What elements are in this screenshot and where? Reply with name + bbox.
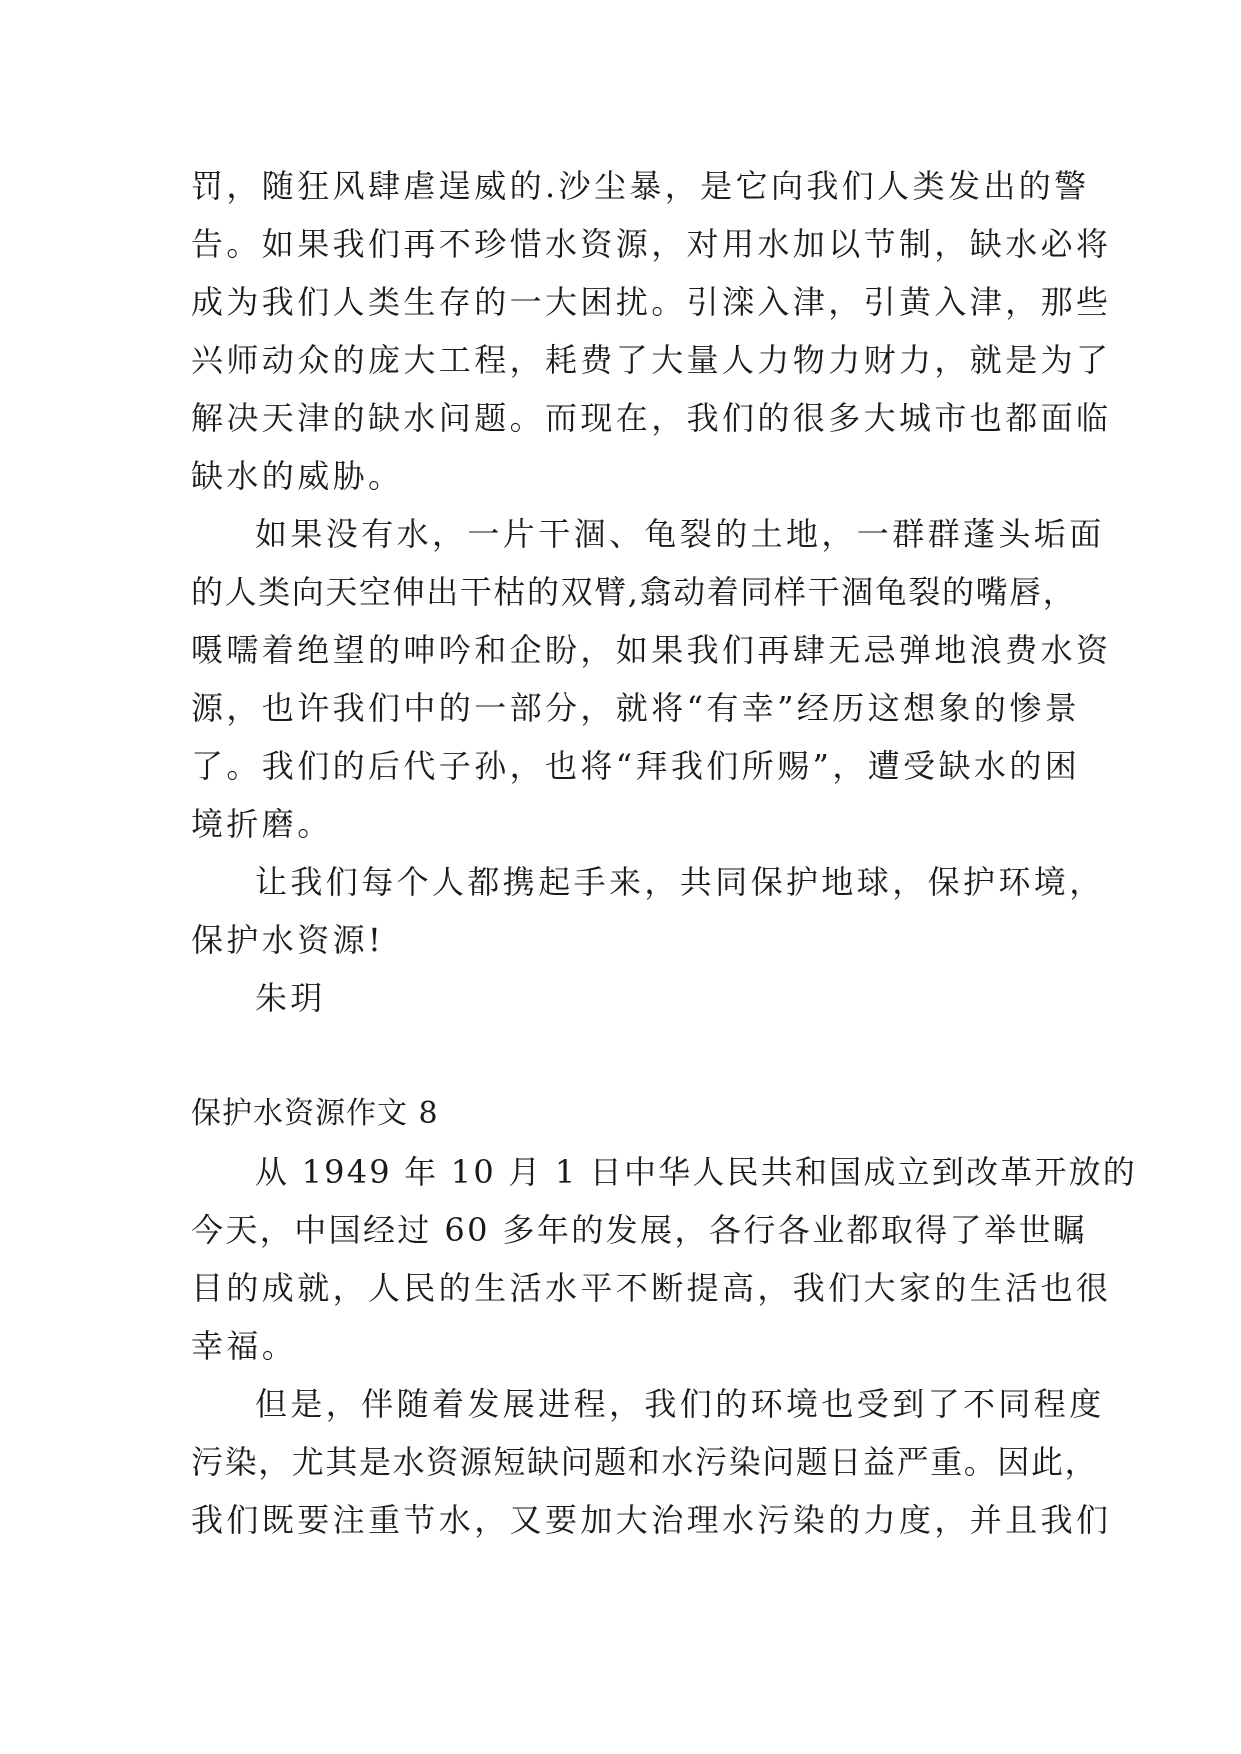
paragraph-line: 今天，中国经过 60 多年的发展，各行各业都取得了举世瞩: [191, 1211, 1088, 1249]
paragraph-line: 成为我们人类生存的一大困扰。引滦入津，引黄入津，那些: [191, 283, 1112, 321]
paragraph-line: 我们既要注重节水，又要加大治理水污染的力度，并且我们: [191, 1501, 1112, 1539]
paragraph-line: 从 1949 年 10 月 1 日中华人民共和国成立到改革开放的: [255, 1153, 1137, 1191]
paragraph-line: 境折磨。: [191, 805, 333, 843]
paragraph-line: 污染，尤其是水资源短缺问题和水污染问题日益严重。因此，: [191, 1443, 1099, 1481]
paragraph-line: 保护水资源!: [191, 921, 385, 959]
paragraph-line: 源，也许我们中的一部分，就将“有幸”经历这想象的惨景: [191, 689, 1081, 727]
author-name: 朱玥: [255, 979, 326, 1017]
section-title: 保护水资源作文 8: [191, 1096, 439, 1131]
paragraph-line: 的人类向天空伸出干枯的双臂,翕动着同样干涸龟裂的嘴唇，: [191, 573, 1077, 611]
paragraph-line: 嗫嚅着绝望的呻吟和企盼，如果我们再肆无忌弹地浪费水资: [191, 631, 1112, 669]
paragraph-line: 缺水的威胁。: [191, 457, 404, 495]
paragraph-line: 幸福。: [191, 1327, 298, 1365]
paragraph-line: 但是，伴随着发展进程，我们的环境也受到了不同程度: [255, 1385, 1105, 1423]
paragraph-line: 兴师动众的庞大工程，耗费了大量人力物力财力，就是为了: [191, 341, 1112, 379]
paragraph-line: 告。如果我们再不珍惜水资源，对用水加以节制，缺水必将: [191, 225, 1112, 263]
paragraph-line: 罚，随狂风肆虐逞威的.沙尘暴，是它向我们人类发出的警: [191, 167, 1090, 205]
paragraph-line: 了。我们的后代子孙，也将“拜我们所赐”，遭受缺水的困: [191, 747, 1081, 785]
paragraph-line: 让我们每个人都携起手来，共同保护地球，保护环境，: [255, 863, 1105, 901]
paragraph-line: 解决天津的缺水问题。而现在，我们的很多大城市也都面临: [191, 399, 1112, 437]
paragraph-line: 如果没有水，一片干涸、龟裂的土地，一群群蓬头垢面: [255, 515, 1105, 553]
paragraph-line: 目的成就，人民的生活水平不断提高，我们大家的生活也很: [191, 1269, 1112, 1307]
